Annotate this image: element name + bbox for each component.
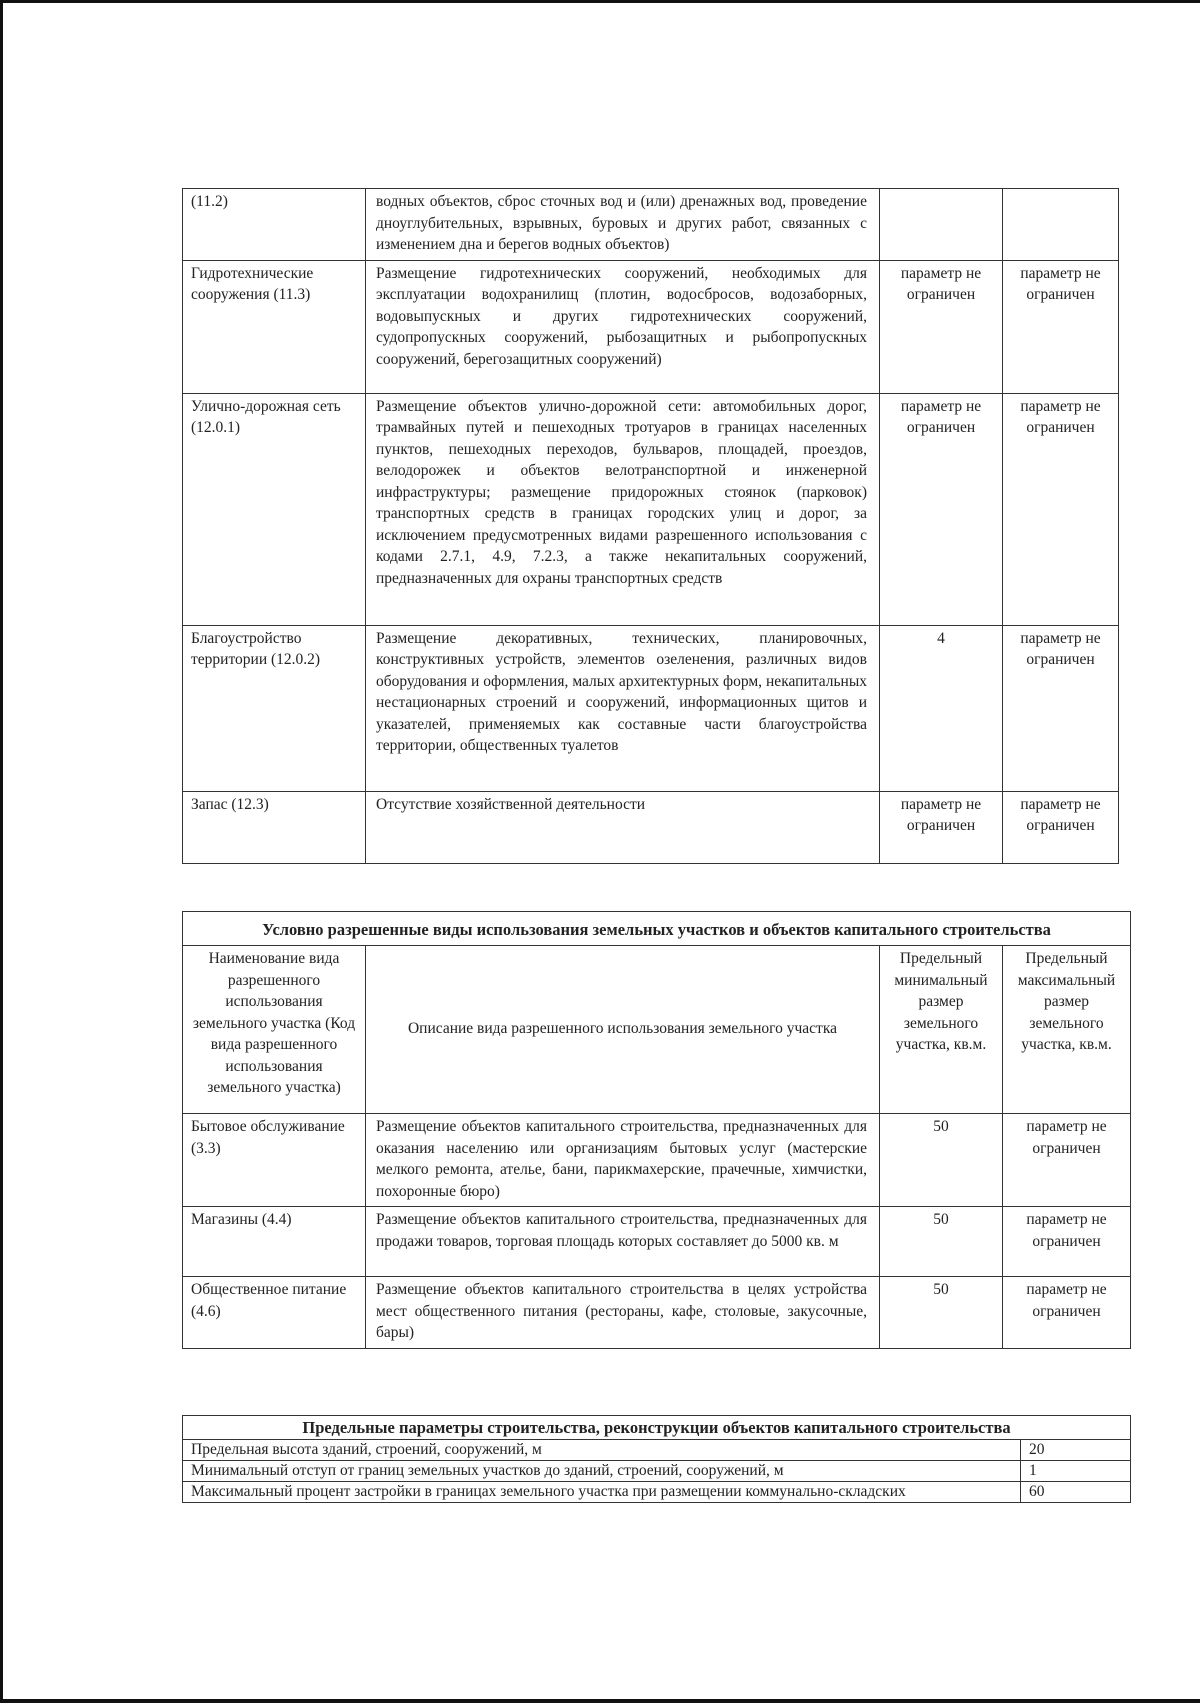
scan-edge-left [0,0,3,1703]
column-header-max-area: Предельный максимальный размер земельного участка, кв.м. [1003,946,1131,1114]
max-area: параметр не ограничен [1003,791,1119,863]
table-row [183,1440,1131,1461]
scan-edge-bottom [0,1699,1200,1703]
column-header-name: Наименование вида разрешенного использования земельного участка (Код вида разрешенного использования земельного участка) [183,946,366,1114]
max-area: параметр не ограничен [1003,1277,1131,1349]
min-area: параметр не ограничен [880,260,1003,393]
min-area: параметр не ограничен [880,791,1003,863]
min-area: параметр не ограничен [880,393,1003,625]
min-area [880,189,1003,261]
section-title: Предельные параметры строительства, реконструкции объектов капитального строительства [183,1416,1131,1440]
column-header-min-area: Предельный минимальный размер земельного участка, кв.м. [880,946,1003,1114]
use-name: Общественное питание (4.6) [183,1277,366,1349]
use-description: Размещение гидротехнических сооружений, необходимых для эксплуатации водохранилищ (плотин, водосбросов, водозаборных, водовыпускных и других гидротехнических сооружений, судопропускных сооружений, рыбозащитных и рыбопропускных сооружений, берегозащитных сооружений) [366,260,880,393]
use-description: водных объектов, сброс сточных вод и (или) дренажных вод, проведение дноуглубительных, взрывных, буровых и других работ, связанных с изменением дна и берегов водных объектов) [366,189,880,261]
use-description: Размещение объектов капитального строительства в целях устройства мест общественного питания (рестораны, кафе, столовые, закусочные, бары) [366,1277,880,1349]
construction-parameters-table [182,1415,1131,1503]
table-row [183,1461,1131,1482]
section-title: Условно разрешенные виды использования земельных участков и объектов капитального строительства [183,912,1131,946]
table-row [183,1277,1131,1349]
use-description: Размещение объектов улично-дорожной сети: автомобильных дорог, трамвайных путей и пешеходных тротуаров в границах населенных пунктов, пешеходных переходов, бульваров, площадей, проездов, велодорожек и объектов велотранспортной и инженерной инфраструктуры; размещение придорожных стоянок (парковок) транспортных средств в границах городских улиц и дорог, за исключением предусмотренных видами разрешенного использования с кодами 2.7.1, 4.9, 7.2.3, а также некапитальных сооружений, предназначенных для охраны транспортных средств [366,393,880,625]
table-row [183,260,1119,393]
use-name: Запас (12.3) [183,791,366,863]
max-area: параметр не ограничен [1003,260,1119,393]
parameter-label: Предельная высота зданий, строений, сооружений, м [183,1440,1021,1461]
use-name: Благоустройство территории (12.0.2) [183,625,366,791]
parameter-label: Минимальный отступ от границ земельных участков до зданий, строений, сооружений, м [183,1461,1021,1482]
table-row [183,791,1119,863]
table-row [183,189,1119,261]
use-name: (11.2) [183,189,366,261]
use-description: Размещение декоративных, технических, планировочных, конструктивных устройств, элементов озеленения, различных видов оборудования и оформления, малых архитектурных форм, некапитальных нестационарных строений и сооружений, информационных щитов и указателей, применяемых как составные части благоустройства территории, общественных туалетов [366,625,880,791]
parameter-label: Максимальный процент застройки в границах земельного участка при размещении коммунально-складских [183,1482,1021,1503]
max-area: параметр не ограничен [1003,393,1119,625]
use-name: Бытовое обслуживание (3.3) [183,1114,366,1207]
table-row [183,393,1119,625]
use-description: Размещение объектов капитального строительства, предназначенных для продажи товаров, торговая площадь которых составляет до 5000 кв. м [366,1207,880,1277]
permitted-uses-table [182,188,1119,864]
use-name: Гидротехнические сооружения (11.3) [183,260,366,393]
table-row [183,625,1119,791]
parameter-value: 1 [1021,1461,1131,1482]
parameter-value: 20 [1021,1440,1131,1461]
min-area: 50 [880,1277,1003,1349]
column-header-description: Описание вида разрешенного использования земельного участка [366,946,880,1114]
table-row [183,1207,1131,1277]
min-area: 4 [880,625,1003,791]
table-title-row [183,1416,1131,1440]
table-row [183,1114,1131,1207]
use-description: Отсутствие хозяйственной деятельности [366,791,880,863]
min-area: 50 [880,1207,1003,1277]
table-header-row [183,946,1131,1114]
use-name: Улично-дорожная сеть (12.0.1) [183,393,366,625]
scan-edge-top [0,0,1200,3]
use-description: Размещение объектов капитального строительства, предназначенных для оказания населению или организациям бытовых услуг (мастерские мелкого ремонта, ателье, бани, парикмахерские, прачечные, химчистки, похоронные бюро) [366,1114,880,1207]
table-row [183,1482,1131,1503]
table-title-row [183,912,1131,946]
max-area: параметр не ограничен [1003,1114,1131,1207]
use-name: Магазины (4.4) [183,1207,366,1277]
min-area: 50 [880,1114,1003,1207]
max-area: параметр не ограничен [1003,625,1119,791]
max-area: параметр не ограничен [1003,1207,1131,1277]
parameter-value: 60 [1021,1482,1131,1503]
max-area [1003,189,1119,261]
conditional-uses-table [182,911,1131,1349]
